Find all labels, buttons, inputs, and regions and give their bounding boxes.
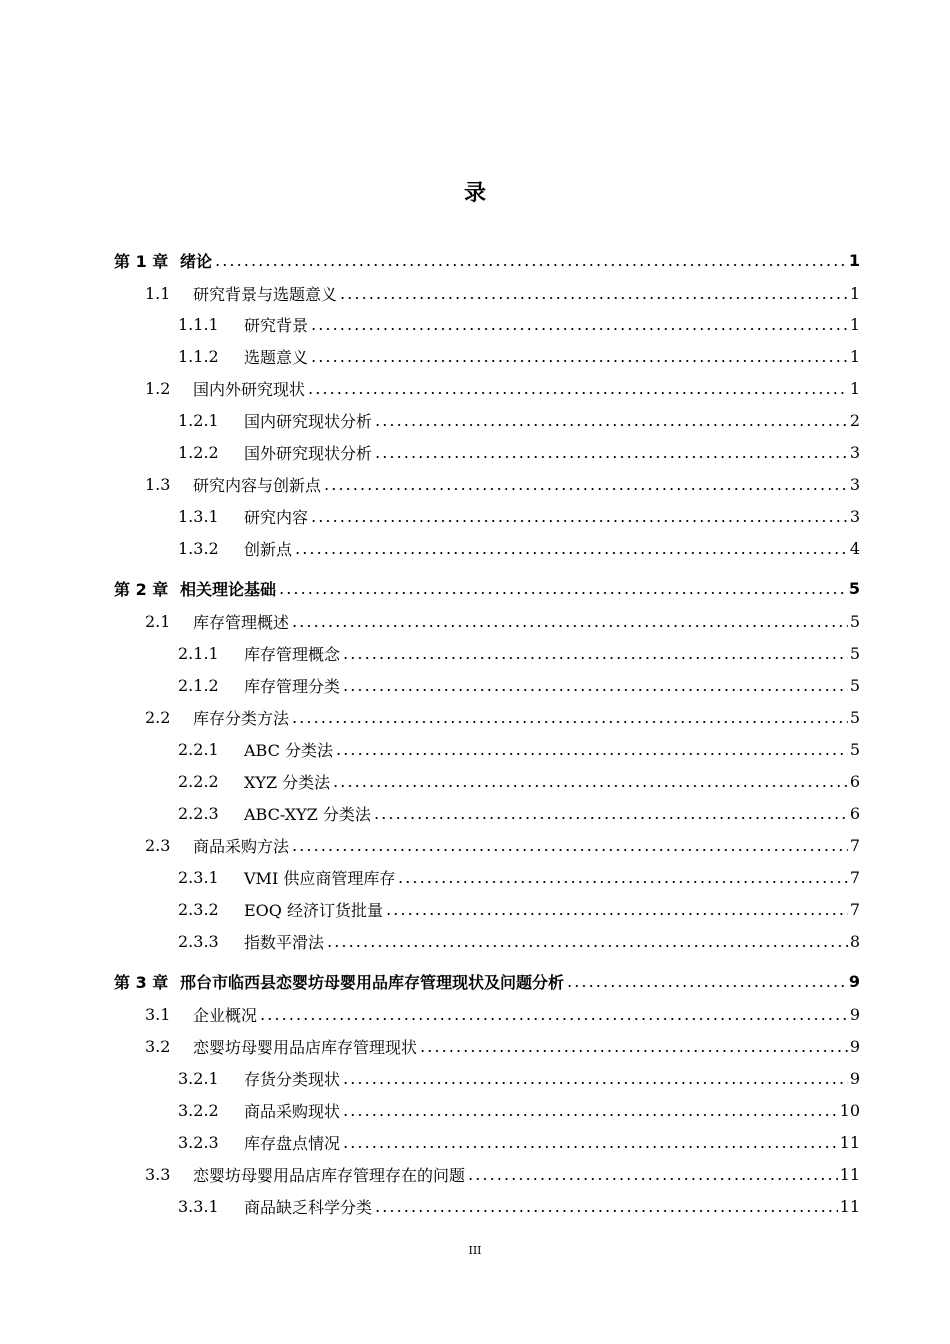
- toc-entry-page: 2: [849, 410, 860, 430]
- toc-dot-leader: [339, 278, 848, 308]
- toc-dot-leader: [374, 405, 848, 435]
- toc-subsection-entry[interactable]: [178, 437, 860, 467]
- toc-entry-page: 10: [839, 1100, 860, 1120]
- toc-entry-label: 恋婴坊母婴用品店库存管理现状: [193, 1037, 418, 1057]
- toc-section-entry[interactable]: [145, 278, 860, 308]
- toc-entry-page: 9: [849, 1068, 860, 1088]
- toc-entry-page: 7: [849, 899, 860, 919]
- toc-entry-number: 3.3.1: [178, 1196, 219, 1216]
- toc-subsection-entry[interactable]: [178, 1127, 860, 1157]
- toc-entry-page: 5: [849, 739, 860, 759]
- toc-entry-label: 绪论: [180, 251, 213, 271]
- toc-dot-leader: [294, 533, 848, 563]
- toc-dot-leader: [307, 373, 848, 403]
- toc-entry-label: 库存管理概念: [244, 644, 341, 664]
- toc-section-entry[interactable]: [145, 1031, 860, 1061]
- toc-entry-label: 存货分类现状: [244, 1069, 341, 1089]
- toc-entry-page: 5: [849, 611, 860, 631]
- toc-entry-page: 3: [849, 474, 860, 494]
- toc-entry-number: 3.2.1: [178, 1068, 219, 1088]
- toc-entry-number: 2.3.2: [178, 899, 219, 919]
- toc-entry-label: 商品缺乏科学分类: [244, 1197, 373, 1217]
- toc-entry-number: 1.1.1: [178, 314, 219, 334]
- toc-entry-label: 研究背景: [244, 315, 309, 335]
- toc-entry-page: 11: [839, 1164, 860, 1184]
- toc-entry-page: 9: [849, 1004, 860, 1024]
- toc-entry-page: 9: [848, 971, 860, 991]
- toc-dot-leader: [310, 341, 848, 371]
- toc-entry-number: 第 1 章: [114, 251, 169, 271]
- toc-subsection-entry[interactable]: [178, 405, 860, 435]
- toc-entry-number: 2.3.3: [178, 931, 219, 951]
- toc-entry-page: 5: [848, 578, 860, 598]
- toc-subsection-entry[interactable]: [178, 862, 860, 892]
- toc-dot-leader: [291, 830, 848, 860]
- toc-entry-label: ABC 分类法: [244, 740, 333, 760]
- toc-dot-leader: [467, 1159, 838, 1189]
- toc-dot-leader: [373, 798, 848, 828]
- toc-entry-label: 指数平滑法: [244, 932, 325, 952]
- toc-subsection-entry[interactable]: [178, 638, 860, 668]
- toc-dot-leader: [214, 245, 847, 275]
- toc-entry-page: 6: [849, 771, 860, 791]
- toc-subsection-entry[interactable]: [178, 1063, 860, 1093]
- toc-dot-leader: [342, 638, 848, 668]
- toc-subsection-entry[interactable]: [178, 309, 860, 339]
- toc-entry-label: 国外研究现状分析: [244, 443, 373, 463]
- toc-entry-number: 第 3 章: [114, 972, 169, 992]
- toc-entry-label: 研究内容与创新点: [193, 475, 322, 495]
- toc-entry-label: 研究背景与选题意义: [193, 284, 338, 304]
- toc-entry-page: 9: [849, 1036, 860, 1056]
- toc-chapter-entry[interactable]: [114, 573, 860, 603]
- toc-section-entry[interactable]: [145, 702, 860, 732]
- toc-section-entry[interactable]: [145, 373, 860, 403]
- toc-dot-leader: [374, 437, 848, 467]
- toc-section-entry[interactable]: [145, 830, 860, 860]
- toc-subsection-entry[interactable]: [178, 1191, 860, 1221]
- toc-entry-number: 2.1: [145, 611, 171, 631]
- toc-entry-page: 1: [849, 314, 860, 334]
- toc-dot-leader: [310, 309, 848, 339]
- toc-entry-number: 1.1: [145, 283, 171, 303]
- toc-dot-leader: [335, 734, 848, 764]
- toc-entry-page: 1: [849, 346, 860, 366]
- toc-entry-label: 恋婴坊母婴用品店库存管理存在的问题: [193, 1165, 466, 1185]
- toc-entry-page: 7: [849, 867, 860, 887]
- toc-dot-leader: [419, 1031, 848, 1061]
- toc-entry-page: 1: [849, 283, 860, 303]
- toc-subsection-entry[interactable]: [178, 341, 860, 371]
- toc-entry-page: 5: [849, 643, 860, 663]
- toc-entry-page: 8: [849, 931, 860, 951]
- toc-dot-leader: [342, 1063, 848, 1093]
- toc-entry-number: 2.2.1: [178, 739, 219, 759]
- toc-subsection-entry[interactable]: [178, 533, 860, 563]
- toc-entry-number: 1.2: [145, 378, 171, 398]
- toc-dot-leader: [310, 501, 848, 531]
- toc-subsection-entry[interactable]: [178, 734, 860, 764]
- toc-entry-page: 5: [849, 707, 860, 727]
- toc-dot-leader: [385, 894, 848, 924]
- toc-dot-leader: [342, 1127, 838, 1157]
- toc-section-entry[interactable]: [145, 469, 860, 499]
- toc-entry-page: 1: [848, 250, 860, 270]
- toc-dot-leader: [291, 702, 848, 732]
- toc-entry-number: 2.2.2: [178, 771, 219, 791]
- toc-subsection-entry[interactable]: [178, 894, 860, 924]
- toc-entry-number: 3.2.2: [178, 1100, 219, 1120]
- toc-entry-label: 企业概况: [193, 1005, 258, 1025]
- toc-entry-label: 研究内容: [244, 507, 309, 527]
- toc-entry-page: 5: [849, 675, 860, 695]
- toc-entry-label: 相关理论基础: [180, 579, 277, 599]
- toc-entry-number: 1.2.2: [178, 442, 219, 462]
- toc-entry-number: 2.2.3: [178, 803, 219, 823]
- toc-entry-label: 创新点: [244, 539, 293, 559]
- toc-entry-label: 库存管理分类: [244, 676, 341, 696]
- toc-entry-label: 国内外研究现状: [193, 379, 306, 399]
- toc-entry-label: 库存分类方法: [193, 708, 290, 728]
- toc-entry-page: 3: [849, 506, 860, 526]
- toc-entry-label: 库存管理概述: [193, 612, 290, 632]
- toc-entry-number: 1.3: [145, 474, 171, 494]
- toc-entry-page: 6: [849, 803, 860, 823]
- toc-entry-number: 2.1.2: [178, 675, 219, 695]
- toc-entry-label: XYZ 分类法: [244, 772, 331, 792]
- toc-dot-leader: [566, 966, 847, 996]
- toc-subsection-entry[interactable]: [178, 798, 860, 828]
- toc-entry-label: 库存盘点情况: [244, 1133, 341, 1153]
- toc-section-entry[interactable]: [145, 606, 860, 636]
- toc-dot-leader: [259, 999, 848, 1029]
- toc-dot-leader: [374, 1191, 838, 1221]
- toc-subsection-entry[interactable]: [178, 501, 860, 531]
- toc-entry-number: 3.3: [145, 1164, 171, 1184]
- toc-dot-leader: [342, 1095, 838, 1125]
- toc-entry-page: 11: [839, 1132, 860, 1152]
- toc-entry-label: 商品采购方法: [193, 836, 290, 856]
- toc-section-entry[interactable]: [145, 1159, 860, 1189]
- toc-chapter-entry[interactable]: [114, 245, 860, 275]
- toc-entry-number: 3.2.3: [178, 1132, 219, 1152]
- toc-dot-leader: [397, 862, 847, 892]
- toc-entry-label: ABC-XYZ 分类法: [244, 804, 371, 824]
- toc-entry-number: 1.3.1: [178, 506, 219, 526]
- toc-entry-number: 2.1.1: [178, 643, 219, 663]
- toc-entry-label: 商品采购现状: [244, 1101, 341, 1121]
- toc-entry-page: 7: [849, 835, 860, 855]
- toc-entry-number: 2.3: [145, 835, 171, 855]
- toc-subsection-entry[interactable]: [178, 926, 860, 956]
- toc-entry-label: 选题意义: [244, 347, 309, 367]
- toc-subsection-entry[interactable]: [178, 1095, 860, 1125]
- toc-entry-label: 邢台市临西县恋婴坊母婴用品库存管理现状及问题分析: [180, 972, 565, 992]
- page-title: 录: [463, 181, 486, 206]
- toc-section-entry[interactable]: [145, 999, 860, 1029]
- toc-entry-page: 1: [849, 378, 860, 398]
- toc-dot-leader: [342, 670, 848, 700]
- toc-entry-number: 1.1.2: [178, 346, 219, 366]
- toc-entry-number: 1.2.1: [178, 410, 219, 430]
- toc-dot-leader: [291, 606, 848, 636]
- toc-entry-label: VMI 供应商管理库存: [244, 868, 396, 888]
- toc-entry-label: EOQ 经济订货批量: [244, 900, 384, 920]
- toc-entry-number: 2.3.1: [178, 867, 219, 887]
- toc-entry-number: 3.2: [145, 1036, 171, 1056]
- toc-entry-page: 4: [849, 538, 860, 558]
- toc-subsection-entry[interactable]: [178, 766, 860, 796]
- toc-entry-number: 第 2 章: [114, 579, 169, 599]
- toc-chapter-entry[interactable]: [114, 966, 860, 996]
- toc-dot-leader: [323, 469, 848, 499]
- toc-entry-page: 11: [839, 1196, 860, 1216]
- toc-subsection-entry[interactable]: [178, 670, 860, 700]
- toc-dot-leader: [326, 926, 848, 956]
- toc-entry-number: 1.3.2: [178, 538, 219, 558]
- toc-entry-page: 3: [849, 442, 860, 462]
- toc-entry-number: 3.1: [145, 1004, 171, 1024]
- page-number-footer: III: [468, 1244, 482, 1257]
- toc-dot-leader: [332, 766, 848, 796]
- toc-dot-leader: [278, 573, 847, 603]
- toc-entry-label: 国内研究现状分析: [244, 411, 373, 431]
- toc-entry-number: 2.2: [145, 707, 171, 727]
